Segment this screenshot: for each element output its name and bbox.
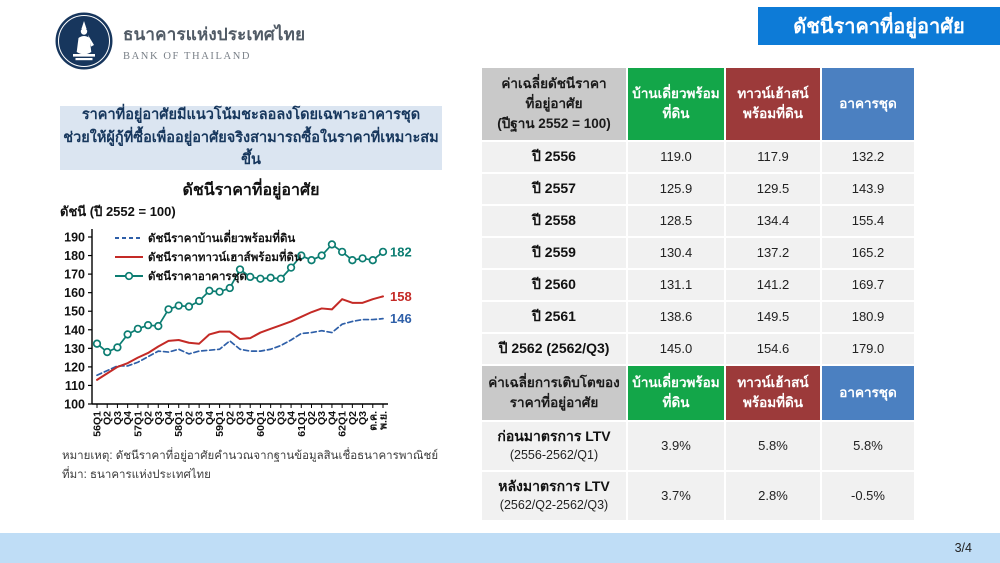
table-value-cell: 154.6 [726, 334, 820, 364]
table-value-cell: 119.0 [628, 142, 724, 172]
svg-text:110: 110 [64, 378, 85, 393]
x-tick-label: 56Q1 [91, 411, 104, 437]
table-row-label: ปี 2556 [482, 142, 626, 172]
x-tick-label: 62Q1 [336, 411, 349, 437]
svg-text:130: 130 [64, 341, 85, 356]
table-row-label: ปี 2562 (2562/Q3) [482, 334, 626, 364]
chart-footnote: หมายเหตุ: ดัชนีราคาที่อยู่อาศัยคำนวณจากฐานข้อมูลสินเชื่อธนาคารพาณิชย์ [62, 450, 439, 462]
series-end-label: 146 [390, 311, 412, 327]
table-column-header: ทาวน์เฮ้าสน์ พร้อมที่ดิน [726, 366, 820, 420]
svg-text:140: 140 [64, 323, 85, 338]
legend-label: ดัชนีราคาทาวน์เฮาส์พร้อมที่ดิน [148, 252, 302, 264]
x-tick-label: 60Q1 [254, 411, 267, 437]
table-value-cell: 125.9 [628, 174, 724, 204]
table-value-cell: 130.4 [628, 238, 724, 268]
table-column-header: อาคารชุด [822, 68, 914, 140]
bank-of-thailand-emblem-icon [55, 12, 113, 70]
x-tick-label: Q2 [346, 411, 359, 426]
table-value-cell: 3.9% [628, 422, 724, 470]
x-tick-label: Q2 [224, 411, 237, 426]
key-message-line2: ช่วยให้ผู้กู้ที่ซื้อเพื่ออยู่อาศัยจริงสามารถซื้อในราคาที่เหมาะสมขึ้น [63, 129, 439, 169]
table-value-cell: 131.1 [628, 270, 724, 300]
table-value-cell: 169.7 [822, 270, 914, 300]
table-value-cell: 117.9 [726, 142, 820, 172]
svg-text:120: 120 [64, 360, 85, 375]
page-number: 3/4 [954, 541, 972, 555]
table-value-cell: 128.5 [628, 206, 724, 236]
table-column-header: อาคารชุด [822, 366, 914, 420]
x-tick-label: Q4 [203, 411, 216, 426]
legend-label: ดัชนีราคาอาคารชุด [148, 271, 247, 283]
table-value-cell: 3.7% [628, 472, 724, 520]
logo-title-thai: ธนาคารแห่งประเทศไทย [123, 25, 306, 44]
x-tick-label: Q4 [244, 411, 257, 426]
housing-price-index-chart [55, 215, 455, 455]
table-row-label: ปี 2561 [482, 302, 626, 332]
average-index-table [482, 68, 912, 364]
x-tick-label: Q3 [234, 411, 247, 426]
logo-text [123, 21, 305, 62]
svg-text:160: 160 [64, 286, 85, 301]
average-growth-table [482, 366, 912, 520]
x-tick-label: พ.ย. [377, 411, 390, 430]
chart-source: ที่มา: ธนาคารแห่งประเทศไทย [62, 469, 211, 481]
table-value-cell: 137.2 [726, 238, 820, 268]
chart-title: ดัชนีราคาที่อยู่อาศัย [182, 182, 320, 199]
table-value-cell: 134.4 [726, 206, 820, 236]
table-value-cell: 155.4 [822, 206, 914, 236]
key-message-box [60, 106, 442, 170]
x-tick-label: Q4 [163, 411, 175, 426]
x-tick-label: Q3 [316, 411, 329, 426]
table-value-cell: 138.6 [628, 302, 724, 332]
table-value-cell: 5.8% [822, 422, 914, 470]
legend-label: ดัชนีราคาบ้านเดี่ยวพร้อมที่ดิน [148, 233, 296, 245]
x-tick-label: Q3 [357, 411, 370, 426]
table-value-cell: 129.5 [726, 174, 820, 204]
x-tick-label: Q2 [101, 411, 114, 426]
table-value-cell: 180.9 [822, 302, 914, 332]
x-tick-label: Q2 [183, 411, 196, 426]
table-value-cell: 143.9 [822, 174, 914, 204]
x-tick-label: Q2 [306, 411, 318, 426]
x-tick-label: Q3 [193, 411, 206, 426]
table-column-header: ทาวน์เฮ้าสน์ พร้อมที่ดิน [726, 68, 820, 140]
table-row-label: ปี 2558 [482, 206, 626, 236]
table-value-cell: 179.0 [822, 334, 914, 364]
x-tick-label: Q4 [285, 411, 298, 426]
x-tick-label: 57Q1 [132, 411, 145, 437]
table-row-label: ก่อนมาตรการ LTV (2556-2562/Q1) [482, 422, 626, 470]
table-column-header: บ้านเดี่ยวพร้อม ที่ดิน [628, 366, 724, 420]
x-tick-label: Q3 [111, 411, 124, 426]
svg-text:170: 170 [64, 267, 85, 282]
svg-text:180: 180 [64, 249, 85, 264]
table-value-cell: 145.0 [628, 334, 724, 364]
x-tick-label: Q3 [152, 411, 165, 426]
x-tick-label: 61Q1 [295, 411, 308, 437]
x-tick-label: Q4 [122, 411, 135, 426]
svg-text:150: 150 [64, 304, 85, 319]
table-row-label: ปี 2560 [482, 270, 626, 300]
table-corner-header: ค่าเฉลี่ยการเติบโตของ ราคาที่อยู่อาศัย [482, 366, 626, 420]
series-line [97, 296, 383, 380]
x-tick-label: Q2 [142, 411, 155, 426]
x-tick-label: Q4 [326, 411, 339, 426]
table-value-cell: 149.5 [726, 302, 820, 332]
table-row-label: ปี 2557 [482, 174, 626, 204]
table-value-cell: 132.2 [822, 142, 914, 172]
table-row-label: หลังมาตรการ LTV (2562/Q2-2562/Q3) [482, 472, 626, 520]
page-title: ดัชนีราคาที่อยู่อาศัย [793, 16, 965, 38]
table-value-cell: 141.2 [726, 270, 820, 300]
table-column-header: บ้านเดี่ยวพร้อม ที่ดิน [628, 68, 724, 140]
x-tick-label: 59Q1 [214, 411, 227, 437]
page-title-bar [758, 7, 1000, 45]
x-tick-label: 58Q1 [173, 411, 186, 437]
x-tick-label: Q2 [265, 411, 278, 426]
x-tick-label: ต.ค. [367, 411, 380, 431]
table-value-cell: -0.5% [822, 472, 914, 520]
series-end-label: 182 [390, 244, 412, 260]
logo-title-english: BANK OF THAILAND [123, 51, 252, 62]
x-tick-label: Q3 [275, 411, 288, 426]
svg-text:190: 190 [64, 230, 85, 245]
table-value-cell: 165.2 [822, 238, 914, 268]
table-corner-header: ค่าเฉลี่ยดัชนีราคา ที่อยู่อาศัย (ปีฐาน 2552 = 100) [482, 68, 626, 140]
key-message-line1: ราคาที่อยู่อาศัยมีแนวโน้มชะลอลงโดยเฉพาะอาคารชุด [81, 107, 421, 124]
footer-bar [0, 533, 1000, 563]
table-value-cell: 2.8% [726, 472, 820, 520]
y-axis-caption: ดัชนี (ปี 2552 = 100) [60, 204, 176, 219]
table-value-cell: 5.8% [726, 422, 820, 470]
series-end-label: 158 [390, 288, 412, 304]
table-row-label: ปี 2559 [482, 238, 626, 268]
svg-text:100: 100 [64, 397, 85, 412]
